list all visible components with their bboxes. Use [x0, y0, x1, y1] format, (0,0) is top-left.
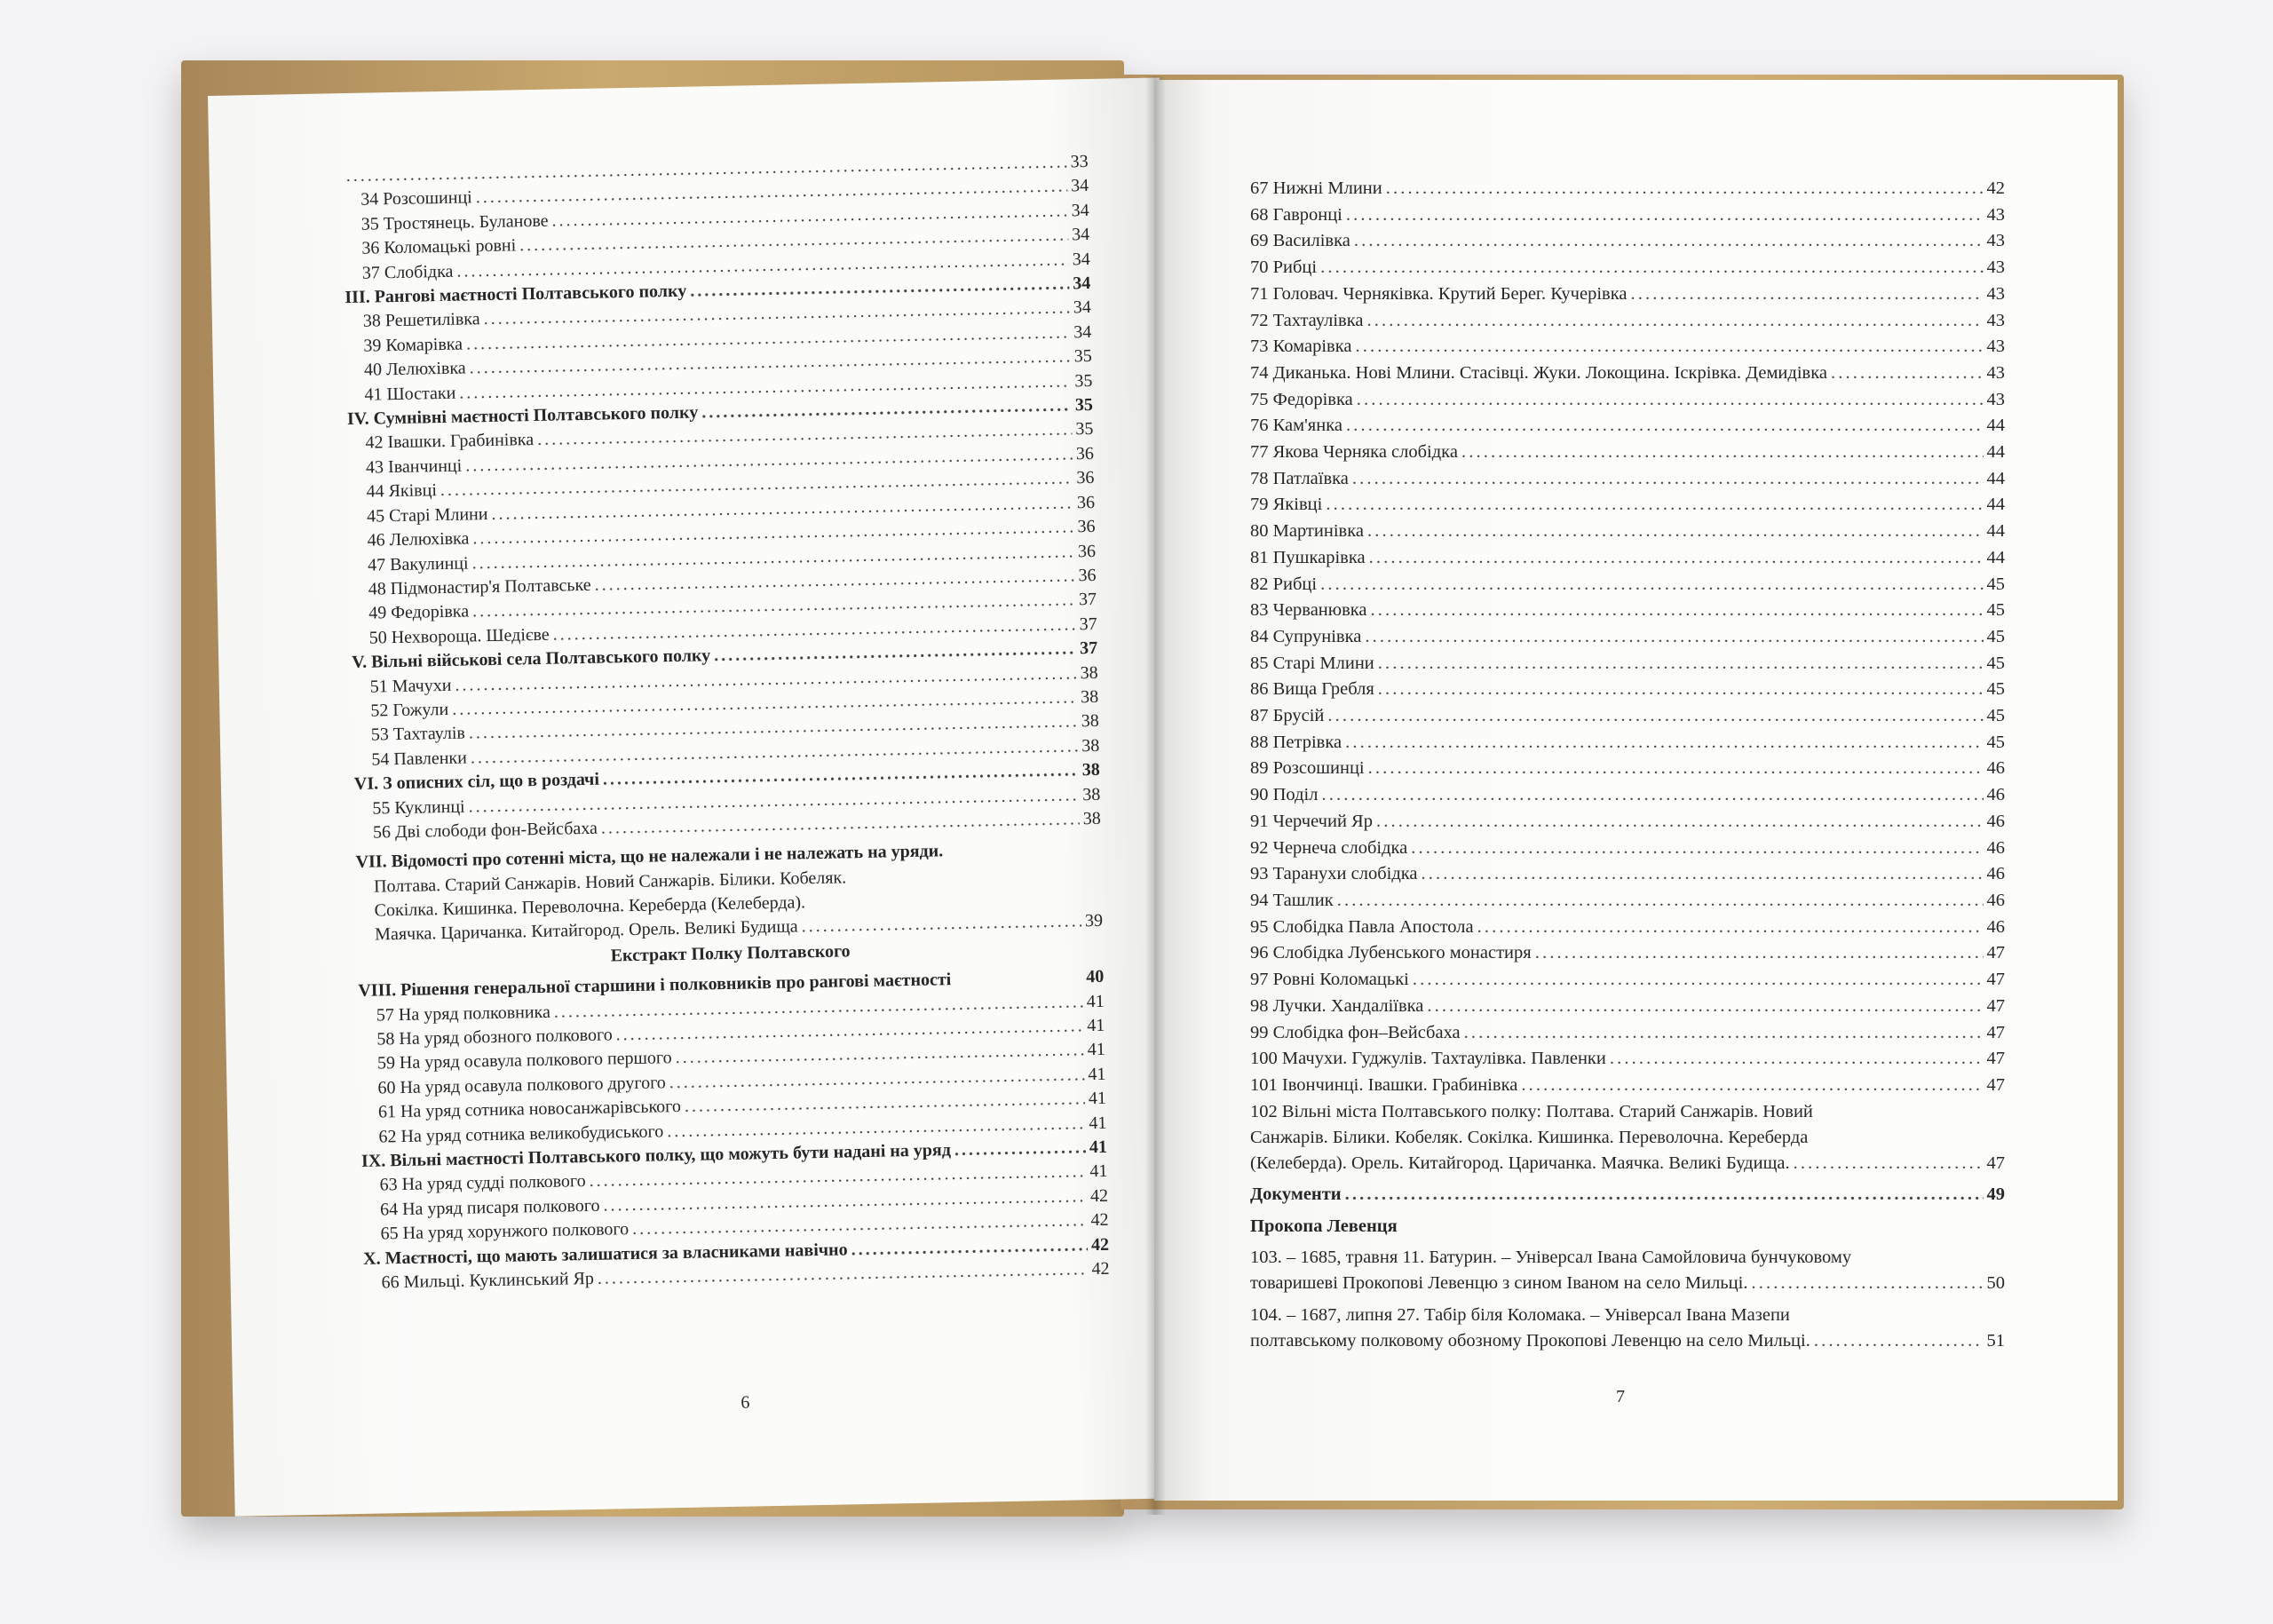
toc-row-page: 43: [1986, 389, 2005, 409]
toc-row-page: 43: [1986, 362, 2005, 383]
toc-group-b: [345, 296, 1093, 408]
toc-row-title: 83 Черванювка: [1250, 600, 1367, 621]
toc-row: [1250, 176, 2005, 202]
toc-row: [1250, 1073, 2005, 1099]
toc-row: [1250, 703, 2005, 730]
toc-row-page: 43: [1986, 310, 2005, 330]
doc-103-line-1: 103. – 1685, травня 11. Батурин. – Універсал Івана Самойловича бунчуковому: [1250, 1248, 1852, 1268]
toc-row-page: 47: [1986, 1074, 2005, 1095]
toc-row-page: 36: [1076, 468, 1095, 488]
toc-row-title: 68 Гавронці: [1250, 204, 1342, 225]
toc-leader-dots: [1367, 519, 1984, 545]
toc-row-title: 88 Петрівка: [1250, 732, 1342, 752]
toc-row-page: 34: [1070, 176, 1089, 196]
toc-leader-dots: [1630, 281, 1983, 308]
toc-row-page: 35: [1075, 419, 1094, 440]
toc-row-page: 43: [1986, 283, 2005, 304]
toc-row: . . . 33: [343, 150, 1089, 189]
toc-row-page: 36: [1078, 565, 1097, 586]
toc-row-page: 43: [1986, 337, 2005, 357]
toc-row-page: 43: [1986, 231, 2005, 251]
toc-leader-dots: [1464, 1020, 1984, 1047]
toc-row-title: 82 Рибці: [1250, 574, 1318, 594]
toc-leader-dots: [1831, 360, 1984, 387]
toc-row-title: 44 Яківці: [366, 480, 438, 502]
toc-row: [1250, 861, 2005, 888]
toc-row-page: 42: [1090, 1210, 1109, 1231]
toc-leader-dots: [1413, 967, 1984, 994]
toc-row-title: 49 Федорівка: [368, 601, 470, 623]
toc-row: [1250, 836, 2005, 862]
toc-row-page: 37: [1079, 614, 1097, 634]
toc-row-title: 64 На уряд писаря полкового: [379, 1195, 600, 1220]
toc-leader-dots: [1535, 940, 1984, 967]
toc-row-title: 79 Яківці: [1250, 495, 1323, 515]
toc-row-page: 37: [1078, 590, 1097, 610]
right-page: [1154, 80, 2118, 1501]
toc-leader-dots: [1346, 413, 1984, 440]
toc-row-page: 47: [1986, 970, 2005, 990]
toc-row-title: 70 Рибці: [1250, 257, 1318, 278]
toc-row-page: 34: [1072, 249, 1090, 269]
toc-row-title: 39 Комарівка: [363, 334, 463, 356]
toc-leader-dots: [1355, 334, 1983, 360]
toc-leader-dots: [1337, 888, 1984, 915]
toc-row-page: 47: [1986, 995, 2005, 1016]
toc-leader-dots: [1320, 572, 1983, 598]
toc-row-title: 55 Куклинці: [372, 796, 465, 819]
toc-row-title: 74 Диканька. Нові Млини. Стасівці. Жуки. Локощина. Іскрівка. Демидівка: [1250, 362, 1827, 383]
toc-row: [1250, 967, 2005, 994]
toc-row-title: 91 Черчечий Яр: [1250, 811, 1373, 831]
toc-row: [1250, 202, 2005, 229]
toc-row-title: 48 Підмонастир'я Полтавське: [368, 574, 591, 599]
toc-row-page: 36: [1075, 443, 1095, 464]
toc-row-title: 86 Вища Гребля: [1250, 679, 1374, 700]
toc-row-title: 75 Федорівка: [1250, 389, 1353, 409]
toc-row-page: 41: [1089, 1113, 1107, 1133]
toc-row-title: 65 На уряд хорунжого полкового: [380, 1219, 630, 1244]
toc-row: [1250, 651, 2005, 677]
toc-leader-dots: [1378, 651, 1984, 677]
toc-row: [1250, 387, 2005, 414]
toc-row-page: 35: [1073, 346, 1093, 367]
toc-row-page: 41: [1087, 1015, 1105, 1036]
toc-leader-dots: [1386, 176, 1984, 202]
toc-row: [1250, 440, 2005, 466]
toc-row: [1250, 994, 2005, 1020]
toc-leader-dots: [1521, 1073, 1983, 1099]
toc-row-title: 57 На уряд полковника: [376, 1002, 551, 1026]
toc-leader-dots: [1327, 703, 1983, 730]
toc-row: [1250, 545, 2005, 572]
toc-row-page: 45: [1986, 626, 2005, 646]
toc-row-page: 36: [1077, 516, 1096, 537]
toc-row: [1250, 598, 2005, 624]
toc-row-page: 38: [1082, 808, 1102, 829]
toc-row-page: 44: [1986, 468, 2005, 488]
left-page: [208, 77, 1187, 1516]
toc-leader-dots: [1352, 466, 1984, 493]
right-toc: [1250, 176, 2005, 1354]
item-102-line-1: 102 Вільні міста Полтавського полку: Полтава. Старий Санжарів. Новий: [1250, 1101, 1813, 1121]
item-102-line-3: (Келеберда). Орель. Китайгород. Царичанка. Маячка. Великі Будища. . . . 47: [1250, 1151, 2005, 1177]
toc-row-page: 46: [1986, 864, 2005, 884]
toc-leader-dots: [1368, 756, 1984, 782]
toc-row: [1250, 413, 2005, 440]
toc-row-title: 73 Комарівка: [1250, 337, 1352, 357]
toc-leader-dots: [1345, 730, 1983, 757]
toc-row-title: 58 На уряд обозного полкового: [376, 1025, 613, 1050]
toc-row-page: 47: [1986, 1022, 2005, 1042]
prokopa-heading: Прокопа Левенця: [1250, 1216, 1398, 1237]
toc-section-3: III. Рангові маєтності Полтавського полку . . . 34: [345, 272, 1090, 311]
toc-row: [1250, 624, 2005, 651]
toc-row-page: 47: [1986, 1049, 2005, 1069]
toc-row-page: 45: [1986, 706, 2005, 726]
toc-row-title: 78 Патлаївка: [1250, 468, 1349, 488]
toc-leader-dots: [1357, 387, 1984, 414]
toc-row-title: 35 Тростянець. Буланове: [360, 210, 549, 234]
toc-row: [1250, 809, 2005, 836]
toc-row-title: 87 Брусій: [1250, 706, 1325, 726]
toc-row: [1250, 1046, 2005, 1073]
toc-row-title: 42 Івашки. Грабинівка: [365, 430, 535, 454]
toc-row-title: 40 Лелюхівка: [363, 358, 466, 380]
toc-row-page: 45: [1986, 600, 2005, 621]
toc-group-c: [347, 417, 1097, 651]
toc-row-page: 44: [1986, 547, 2005, 567]
toc-group-f: [359, 989, 1107, 1150]
toc-row-page: 44: [1986, 495, 2005, 515]
toc-row-title: 66 Мильці. Куклинський Яр: [381, 1268, 595, 1293]
toc-row-page: 36: [1076, 492, 1096, 512]
toc-row-page: 34: [1071, 225, 1090, 245]
toc-group-a: [343, 174, 1090, 286]
toc-row: [1250, 730, 2005, 757]
toc-row-title: 80 Мартинівка: [1250, 521, 1364, 542]
toc-row-page: 38: [1080, 662, 1098, 683]
toc-row-page: 44: [1986, 442, 2005, 463]
toc-row-title: 84 Супрунівка: [1250, 626, 1362, 646]
toc-leader-dots: [1610, 1046, 1984, 1073]
toc-row-title: 37 Слобідка: [361, 261, 454, 283]
page-number-left: 6: [741, 1392, 750, 1413]
toc-row-title: 97 Ровні Коломацькі: [1250, 970, 1409, 990]
toc-section-6: VI. З описних сіл, що в роздачі . . . 38: [354, 758, 1100, 797]
toc-row-title: 67 Нижні Млини: [1250, 178, 1382, 198]
toc-row-title: 101 Івончинці. Івашки. Грабинівка: [1250, 1074, 1518, 1095]
toc-row-page: 45: [1986, 574, 2005, 594]
toc-row-page: 44: [1986, 521, 2005, 542]
page-number-right: 7: [1616, 1387, 1625, 1406]
toc-section-7: VII. Відомості про сотенні міста, що не належали і не належать на уряди.: [355, 841, 944, 873]
toc-row-title: 41 Шостаки: [364, 383, 456, 405]
toc-row-page: 46: [1986, 837, 2005, 858]
toc-section-10: X. Маєтності, що мають залишатися за власниками навічно . . . 42: [363, 1232, 1109, 1271]
toc-leader-dots: [1365, 624, 1983, 651]
toc-row-title: 46 Лелюхівка: [367, 528, 470, 551]
toc-group-right: [1250, 176, 2005, 1099]
toc-leader-dots: [1369, 545, 1984, 572]
toc-leader-dots: [1354, 228, 1984, 255]
toc-row-page: 35: [1074, 370, 1093, 391]
toc-row-page: 38: [1081, 711, 1099, 732]
toc-leader-dots: [1378, 677, 1984, 703]
toc-row: [1250, 228, 2005, 255]
toc-row-page: 41: [1086, 991, 1105, 1011]
toc-row: [1250, 572, 2005, 598]
toc-row-page: 44: [1986, 416, 2005, 436]
toc-row-page: 34: [1073, 297, 1091, 318]
toc-row-title: 98 Лучки. Хандаліївка: [1250, 995, 1424, 1016]
toc-row-title: 36 Коломацькі ровні: [361, 235, 517, 258]
toc-row: [1250, 466, 2005, 493]
toc-leader-dots: [1461, 440, 1984, 466]
toc-row: [1250, 281, 2005, 308]
toc-row: [1250, 492, 2005, 519]
toc-section-9: IX. Вільні маєтності Полтавського полку, що можуть бути надані на уряд . . . 41: [361, 1136, 1107, 1175]
toc-row-page: 43: [1986, 257, 2005, 278]
toc-row-title: 77 Якова Черняка слобідка: [1250, 442, 1458, 463]
toc-row-page: 46: [1986, 785, 2005, 805]
toc-row-page: 42: [1986, 178, 2005, 198]
toc-row-title: 89 Розсошинці: [1250, 758, 1365, 779]
toc-row-title: 45 Старі Млини: [366, 503, 488, 527]
toc-row-page: 46: [1986, 811, 2005, 831]
toc-row-title: 50 Нехвороща. Шедієве: [368, 624, 550, 648]
toc-row-title: 34 Розсошинці: [360, 187, 472, 210]
toc-row-page: 45: [1986, 732, 2005, 752]
toc-row: [1250, 756, 2005, 782]
toc-row: [1250, 782, 2005, 809]
toc-row-page: 34: [1071, 200, 1089, 221]
section-7-line-1: Полтава. Старий Санжарів. Новий Санжарів. Білики. Кобеляк.: [373, 867, 847, 897]
toc-row-page: 45: [1986, 679, 2005, 700]
toc-row-page: 41: [1087, 1040, 1106, 1060]
toc-row-title: 51 Мачухи: [369, 675, 452, 697]
toc-row: [1250, 888, 2005, 915]
toc-row-title: 60 На уряд осавула полкового другого: [377, 1073, 667, 1098]
toc-row: [1250, 677, 2005, 703]
toc-leader-dots: [1321, 782, 1983, 809]
toc-row-page: 46: [1986, 758, 2005, 779]
toc-leader-dots: [1376, 809, 1984, 836]
toc-row-page: 47: [1986, 943, 2005, 963]
toc-leader-dots: [1371, 598, 1984, 624]
toc-leader-dots: [1320, 255, 1983, 281]
toc-row-title: 76 Кам'янка: [1250, 416, 1342, 436]
toc-row-page: 41: [1089, 1161, 1108, 1182]
toc-row-page: 46: [1986, 890, 2005, 910]
toc-section-4: IV. Сумнівні маєтності Полтавського полку . . . 35: [347, 393, 1093, 432]
toc-row-title: 71 Головач. Черняківка. Крутий Берег. Кучерівка: [1250, 283, 1628, 304]
toc-row: [1250, 360, 2005, 387]
toc-row-title: 99 Слобідка фон–Вейсбаха: [1250, 1022, 1461, 1042]
extract-title: Екстракт Полку Полтавского: [610, 941, 851, 966]
toc-row-page: 41: [1088, 1064, 1106, 1084]
toc-row-page: 45: [1986, 653, 2005, 673]
toc-row-title: 53 Тахтаулів: [370, 723, 466, 745]
toc-row-title: 100 Мачухи. Гуджулів. Тахтаулівка. Павленки: [1250, 1049, 1606, 1069]
toc-row: [1250, 334, 2005, 360]
toc-row-title: 85 Старі Млини: [1250, 653, 1374, 673]
section-7-line-2: Сокілка. Кишинка. Переволочна. Кереберда (Келеберда).: [374, 892, 806, 921]
toc-row-page: 41: [1088, 1089, 1107, 1109]
toc-row-title: 72 Тахтаулівка: [1250, 310, 1364, 330]
toc-row-title: 92 Чернеча слобідка: [1250, 837, 1408, 858]
toc-row-title: 93 Таранухи слобідка: [1250, 864, 1418, 884]
section-7-line-3: Маячка. Царичанка. Китайгород. Орель. Великі Будища . . . 39: [357, 909, 1103, 948]
toc-row-title: 95 Слобідка Павла Апостола: [1250, 916, 1474, 937]
documents-heading: Документи . . . 49: [1250, 1182, 2005, 1208]
toc-row: [1250, 519, 2005, 545]
toc-row-title: 90 Поділ: [1250, 785, 1319, 805]
toc-group-g: [361, 1160, 1108, 1247]
toc-leader-dots: [1411, 836, 1983, 862]
toc-section-5: V. Вільні військові села Полтавського полку . . . 37: [352, 637, 1097, 676]
toc-row-title: 43 Іванчинці: [365, 456, 463, 478]
toc-row-title: 62 На уряд сотника великобудиського: [378, 1121, 664, 1147]
toc-leader-dots: [1326, 492, 1983, 519]
toc-row-page: 38: [1082, 784, 1101, 804]
toc-leader-dots: [1366, 308, 1983, 335]
toc-row-title: 69 Василівка: [1250, 231, 1350, 251]
toc-row-page: 42: [1091, 1258, 1110, 1279]
toc-row-title: 52 Гожули: [370, 699, 449, 721]
toc-row: [1250, 308, 2005, 335]
toc-leader-dots: [1422, 861, 1984, 888]
item-102-line-2: Санжарів. Білики. Кобеляк. Сокілка. Кишинка. Переволочна. Кереберда: [1250, 1127, 1809, 1147]
doc-104-line-1: 104. – 1687, липня 27. Табір біля Коломака. – Універсал Івана Мазепи: [1250, 1304, 1790, 1325]
doc-103-line-2: товаришеві Прокопові Левенцю з сином Іваном на село Мильці. . . . 50: [1250, 1271, 2005, 1297]
toc-row-title: 81 Пушкарівка: [1250, 547, 1366, 567]
toc-leader-dots: [1477, 915, 1984, 941]
doc-104-line-2: полтавському полковому обозному Прокопові Левенцю на село Мильці. . . . 51: [1250, 1328, 2005, 1355]
toc-row-title: 63 На уряд судді полкового: [379, 1171, 586, 1195]
toc-row-page: 43: [1986, 204, 2005, 225]
toc-row: [1250, 255, 2005, 281]
toc-row-title: 59 На уряд осавула полкового першого: [376, 1048, 672, 1073]
toc-row-page: 34: [1073, 321, 1092, 343]
toc-section-8: VIII. Рішення генеральної старшини і полковників про рангові маєтності 40: [358, 966, 1105, 1002]
toc-group-d: [352, 661, 1100, 772]
toc-row-title: 47 Вакулинці: [367, 552, 469, 575]
toc-row-title: 56 Дві слободи фон-Вейсбаха: [372, 818, 598, 843]
toc-row-title: 94 Ташлик: [1250, 890, 1334, 910]
left-toc: [343, 150, 1110, 1295]
toc-row: [1250, 915, 2005, 941]
toc-row: [1250, 940, 2005, 967]
toc-row-page: 46: [1986, 916, 2005, 937]
toc-row-page: 38: [1081, 735, 1100, 756]
toc-row-page: 36: [1077, 541, 1097, 561]
toc-row-title: 96 Слобідка Лубенського монастиря: [1250, 943, 1532, 963]
toc-leader-dots: [1346, 202, 1984, 229]
toc-row-title: 54 Павленки: [371, 748, 468, 770]
toc-row-title: 38 Решетилівка: [362, 309, 480, 332]
book-gutter-shadow: [1145, 76, 1165, 1515]
toc-row-page: 38: [1080, 686, 1099, 708]
toc-row-page: 42: [1089, 1185, 1109, 1206]
toc-row-title: 61 На уряд сотника новосанжарівського: [377, 1097, 682, 1122]
toc-row: [1250, 1020, 2005, 1047]
toc-leader-dots: [1427, 994, 1983, 1020]
